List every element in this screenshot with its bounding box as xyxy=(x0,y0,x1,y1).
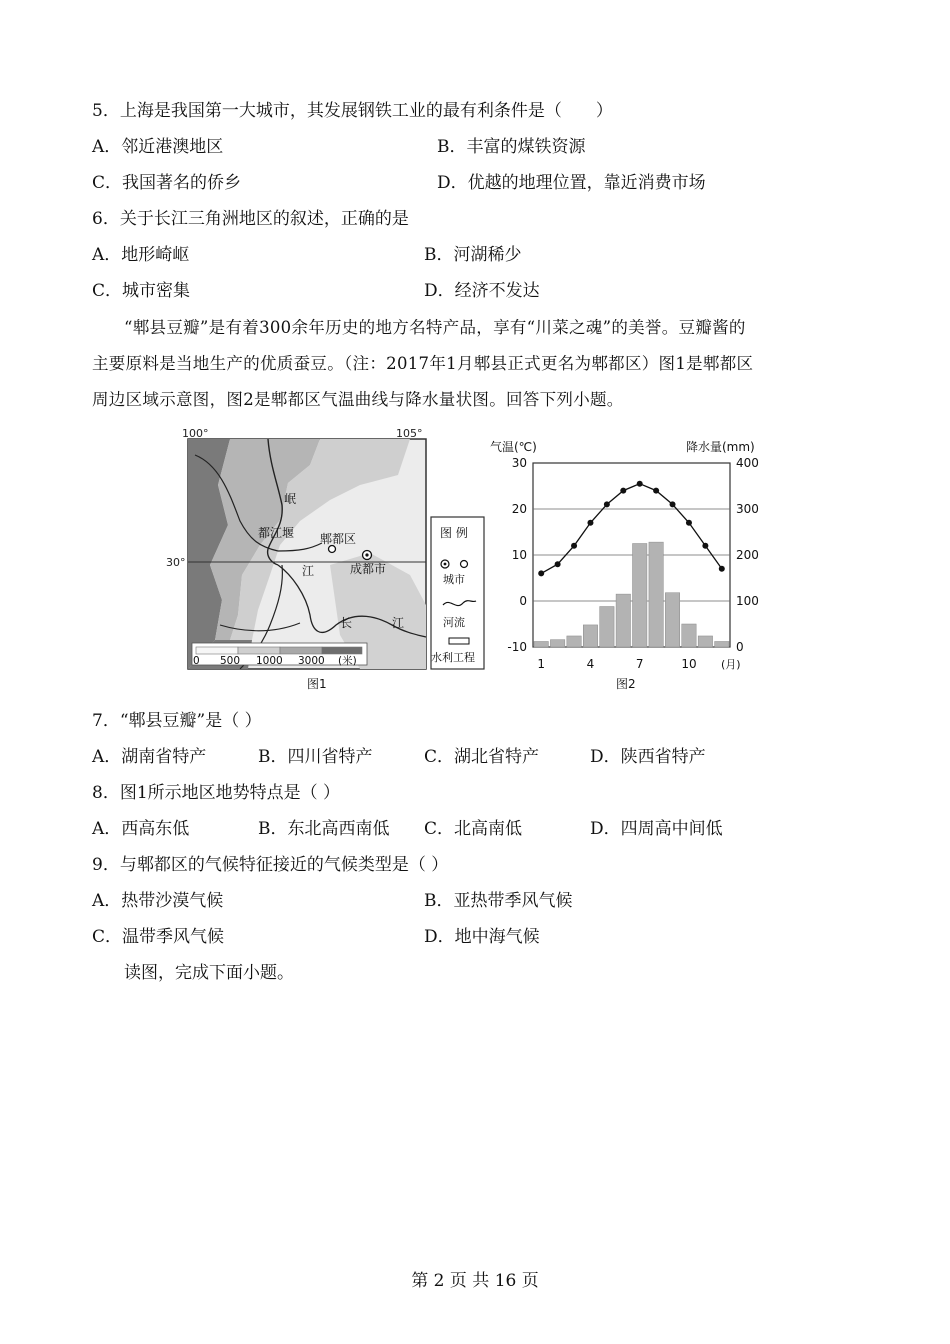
q6-option-c: C．城市密集 xyxy=(92,281,191,301)
q9-option-b: B．亚热带季风气候 xyxy=(424,891,573,911)
temp-tick-label: 30 xyxy=(511,456,527,470)
q8-option-a: A．西高东低 xyxy=(92,819,190,839)
lon-100-label: 100° xyxy=(182,427,209,440)
precip-bar xyxy=(665,593,679,647)
precip-tick-label: 300 xyxy=(736,502,759,516)
temperature-point xyxy=(719,566,725,572)
q7-option-a: A．湖南省特产 xyxy=(92,747,207,767)
q9-option-d: D．地中海气候 xyxy=(424,927,540,947)
month-tick-label: 1 xyxy=(537,657,546,671)
passage-line-3: 周边区域示意图，图2是郫都区气温曲线与降水量状图。回答下列小题。 xyxy=(92,390,624,409)
temperature-point xyxy=(637,481,643,487)
legend-river: 河流 xyxy=(443,616,465,629)
q5-option-b: B．丰富的煤铁资源 xyxy=(437,137,586,157)
legend-city: 城市 xyxy=(443,573,465,586)
question-8-stem: 8．图1所示地区地势特点是（ ） xyxy=(92,783,341,803)
precip-bar xyxy=(567,636,581,647)
scale-label-1000: 1000 xyxy=(256,655,283,667)
precip-bar xyxy=(649,542,663,647)
map-legend xyxy=(431,517,484,669)
climate-chart-figure-2 xyxy=(490,439,759,691)
temp-tick-label: 10 xyxy=(511,548,527,562)
temperature-point xyxy=(670,501,676,507)
precip-axis-title: 降水量(mm) xyxy=(686,440,755,454)
month-tick-label: 4 xyxy=(586,657,595,671)
temperature-point xyxy=(555,561,561,567)
pidu-city-marker xyxy=(329,546,336,553)
temperature-point xyxy=(571,543,577,549)
question-5-stem: 5．上海是我国第一大城市，其发展钢铁工业的最有利条件是（ ） xyxy=(92,101,613,121)
q9-option-c: C．温带季风气候 xyxy=(92,927,225,947)
question-7-stem: 7．“郫县豆瓣”是（ ） xyxy=(92,711,262,731)
precip-bar xyxy=(616,594,630,647)
question-9-stem: 9．与郫都区的气候特征接近的气候类型是（ ） xyxy=(92,855,449,875)
figure-1-caption: 图1 xyxy=(307,677,327,691)
temperature-point xyxy=(702,543,708,549)
q5-option-c: C．我国著名的侨乡 xyxy=(92,173,242,193)
lon-105-label: 105° xyxy=(396,427,423,440)
q6-option-a: A．地形崎岖 xyxy=(92,245,190,265)
q7-option-b: B．四川省特产 xyxy=(258,747,373,767)
temperature-point xyxy=(587,520,593,526)
q5-option-a: A．邻近港澳地区 xyxy=(92,137,224,157)
passage-line-2: 主要原料是当地生产的优质蚕豆。（注：2017年1月郫县正式更名为郫都区）图1是郫都区 xyxy=(92,354,754,373)
scale-label-0: 0 xyxy=(193,655,200,667)
q6-option-b: B．河湖稀少 xyxy=(424,245,522,265)
precip-bar xyxy=(698,636,712,647)
passage-line-1: “郫县豆瓣”是有着300余年历史的地方名特产品，享有“川菜之魂”的美誉。豆瓣酱的 xyxy=(124,318,746,337)
q7-option-d: D．陕西省特产 xyxy=(590,747,706,767)
precip-bar xyxy=(550,640,564,647)
q8-option-b: B．东北高西南低 xyxy=(258,819,390,839)
figure-2-caption: 图2 xyxy=(616,677,636,691)
precip-bar xyxy=(715,641,729,647)
page-footer: 第 2 页 共 16 页 xyxy=(411,1271,539,1291)
scale-label-3000: 3000 xyxy=(298,655,325,667)
jiang-label: 江 xyxy=(302,564,315,578)
pidu-label: 郫都区 xyxy=(320,532,357,546)
temperature-point xyxy=(620,488,626,494)
temperature-point xyxy=(686,520,692,526)
min-label: 岷 xyxy=(284,492,297,506)
chengdu-label: 成都市 xyxy=(350,562,387,576)
month-tick-label: 7 xyxy=(635,657,644,671)
temp-tick-label: 20 xyxy=(511,502,527,516)
precip-bar xyxy=(600,607,614,647)
precip-tick-label: 200 xyxy=(736,548,759,562)
temperature-point xyxy=(653,488,659,494)
temperature-point xyxy=(604,501,610,507)
q9-option-a: A．热带沙漠气候 xyxy=(92,891,224,911)
precip-tick-label: 0 xyxy=(736,640,744,654)
scale-label-500: 500 xyxy=(220,655,241,667)
q6-option-d: D．经济不发达 xyxy=(424,281,540,301)
q5-option-d: D．优越的地理位置，靠近消费市场 xyxy=(437,173,706,193)
elevation-scale xyxy=(192,643,367,667)
temp-tick-label: -10 xyxy=(507,640,527,654)
precip-bar xyxy=(534,641,548,647)
legend-title: 图 例 xyxy=(440,526,468,540)
month-tick-label: 10 xyxy=(681,657,697,671)
temperature-point xyxy=(538,570,544,576)
passage xyxy=(92,310,860,418)
lat-30-label: 30° xyxy=(166,556,186,569)
q8-option-d: D．四周高中间低 xyxy=(590,819,723,839)
scale-label-unit: (米) xyxy=(338,655,357,667)
chang-label: 长 xyxy=(340,616,353,630)
figures xyxy=(160,425,800,695)
dujiangyan-label: 都江堰 xyxy=(258,526,295,540)
temp-tick-label: 0 xyxy=(519,594,527,608)
precip-tick-label: 400 xyxy=(736,456,759,470)
precip-tick-label: 100 xyxy=(736,594,759,608)
month-unit-label: (月) xyxy=(721,658,741,671)
precip-bar xyxy=(682,624,696,647)
q7-option-c: C．湖北省特产 xyxy=(424,747,540,767)
temp-axis-title: 气温(℃) xyxy=(490,440,537,454)
jiang2-label: 江 xyxy=(392,616,405,630)
question-6-stem: 6．关于长江三角洲地区的叙述，正确的是 xyxy=(92,209,409,229)
q8-option-c: C．北高南低 xyxy=(424,819,523,839)
map-figure-1 xyxy=(166,427,484,691)
precip-bar xyxy=(633,544,647,648)
read-figure-instruction: 读图，完成下面小题。 xyxy=(124,963,294,983)
legend-water-project: 水利工程 xyxy=(431,651,475,664)
precip-bar xyxy=(583,625,597,647)
